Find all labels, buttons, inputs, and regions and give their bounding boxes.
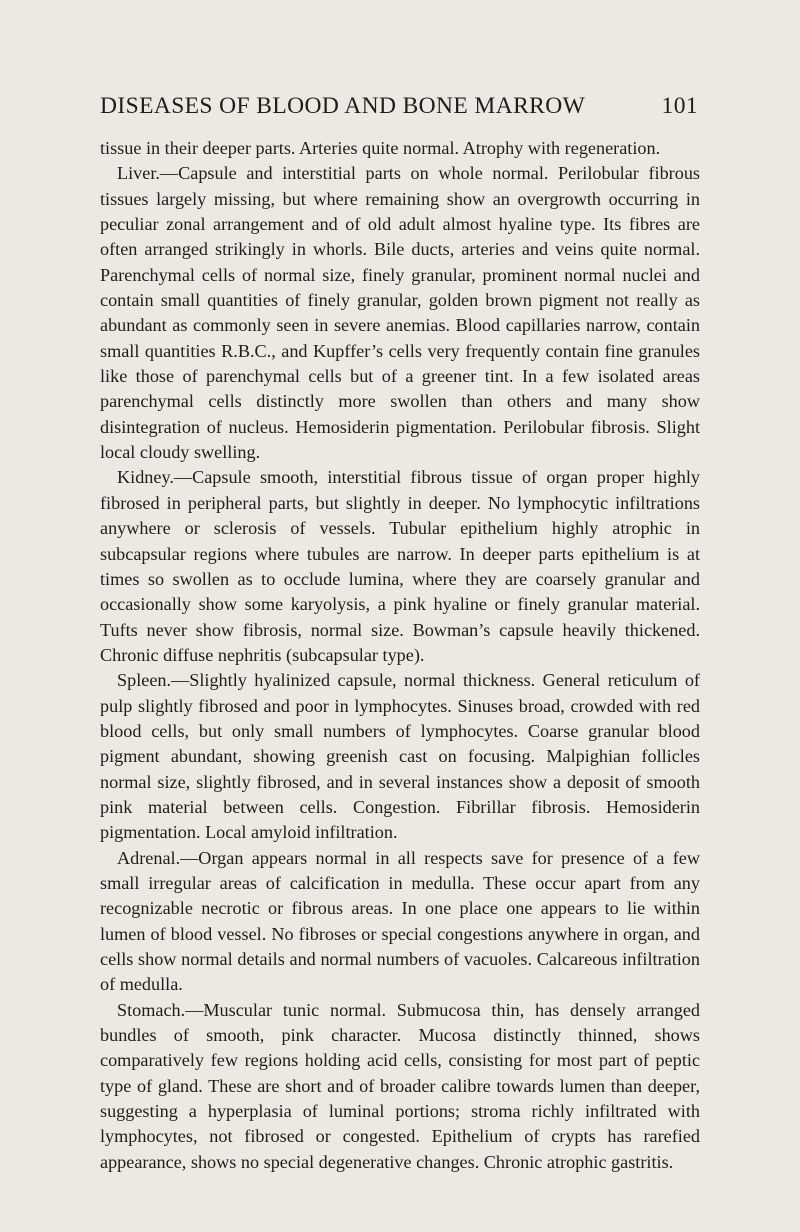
paragraph-stomach: Stomach.—Muscular tunic normal. Submucosa thin, has densely arranged bundles of smooth, pink character. Mucosa distinctly thinned, shows comparatively few regions holding acid cells, consisting for most part of peptic type of gland. These are short and of broader calibre towards lumen than deeper, suggesting a hyperplasia of luminal portions; stroma richly infiltrated with lymphocytes, not fibrosed or congested. Epithelium of crypts has rarefied appearance, shows no special degenerative changes. Chronic atrophic gastritis. — [100, 999, 700, 1172]
running-title: DISEASES OF BLOOD AND BONE MARROW — [100, 93, 586, 119]
body-text — [100, 136, 700, 1175]
paragraph-spleen: Spleen.—Slightly hyalinized capsule, normal thickness. General reticulum of pulp slightly fibrosed and poor in lymphocytes. Sinuses broad, crowded with red blood cells, but only small numbers of lymphocytes. Coarse granular blood pigment abundant, showing greenish cast on focusing. Malpighian follicles normal size, slightly fibrosed, and in several instances show a deposit of smooth pink material between cells. Congestion. Fibrillar fibrosis. Hemosiderin pigmentation. Local amyloid infiltration. — [100, 670, 700, 843]
paragraph-adrenal: Adrenal.—Organ appears normal in all respects save for presence of a few small irregular areas of calcification in medulla. These occur apart from any recognizable necrotic or fibrous areas. In one place one appears to lie within lumen of blood vessel. No fibroses or special congestions anywhere in organ, and cells show normal details and normal numbers of vacuoles. Calcareous infiltration of medulla. — [100, 847, 700, 995]
paragraph-liver: Liver.—Capsule and interstitial parts on whole normal. Perilobular fibrous tissues largely missing, but where remaining show an overgrowth occurring in peculiar zonal arrangement and of old adult almost hyaline type. Its fibres are often arranged strikingly in whorls. Bile ducts, arteries and veins quite normal. Parenchymal cells of normal size, finely granular, prominent normal nuclei and contain small quantities of finely granular, golden brown pigment not really as abundant as commonly seen in severe anemias. Blood capillaries narrow, contain small quantities R.B.C., and Kupffer’s cells very frequently contain fine granules like those of parenchymal cells but of a greener tint. In a few isolated areas parenchymal cells distinctly more swollen than others and many show disintegration of nucleus. Hemosiderin pigmentation. Perilobular fibrosis. Slight local cloudy swelling. — [100, 163, 700, 463]
page-number: 101 — [661, 93, 698, 119]
running-head — [100, 92, 700, 120]
paragraph-kidney: Kidney.—Capsule smooth, interstitial fibrous tissue of organ proper highly fibrosed in peripheral parts, but slightly in deeper. No lymphocytic infiltrations anywhere or sclerosis of vessels. Tubular epithelium highly atrophic in subcapsular regions where tubules are narrow. In deeper parts epithelium is at times so swollen as to occlude lumina, where they are coarsely granular and occasionally show some karyolysis, a pink hyaline or finely granular material. Tufts never show fibrosis, normal size. Bowman’s capsule heavily thickened. Chronic diffuse nephritis (subcapsular type). — [100, 467, 700, 665]
paragraph-continuation: tissue in their deeper parts. Arteries quite normal. Atrophy with regeneration. — [100, 138, 661, 158]
